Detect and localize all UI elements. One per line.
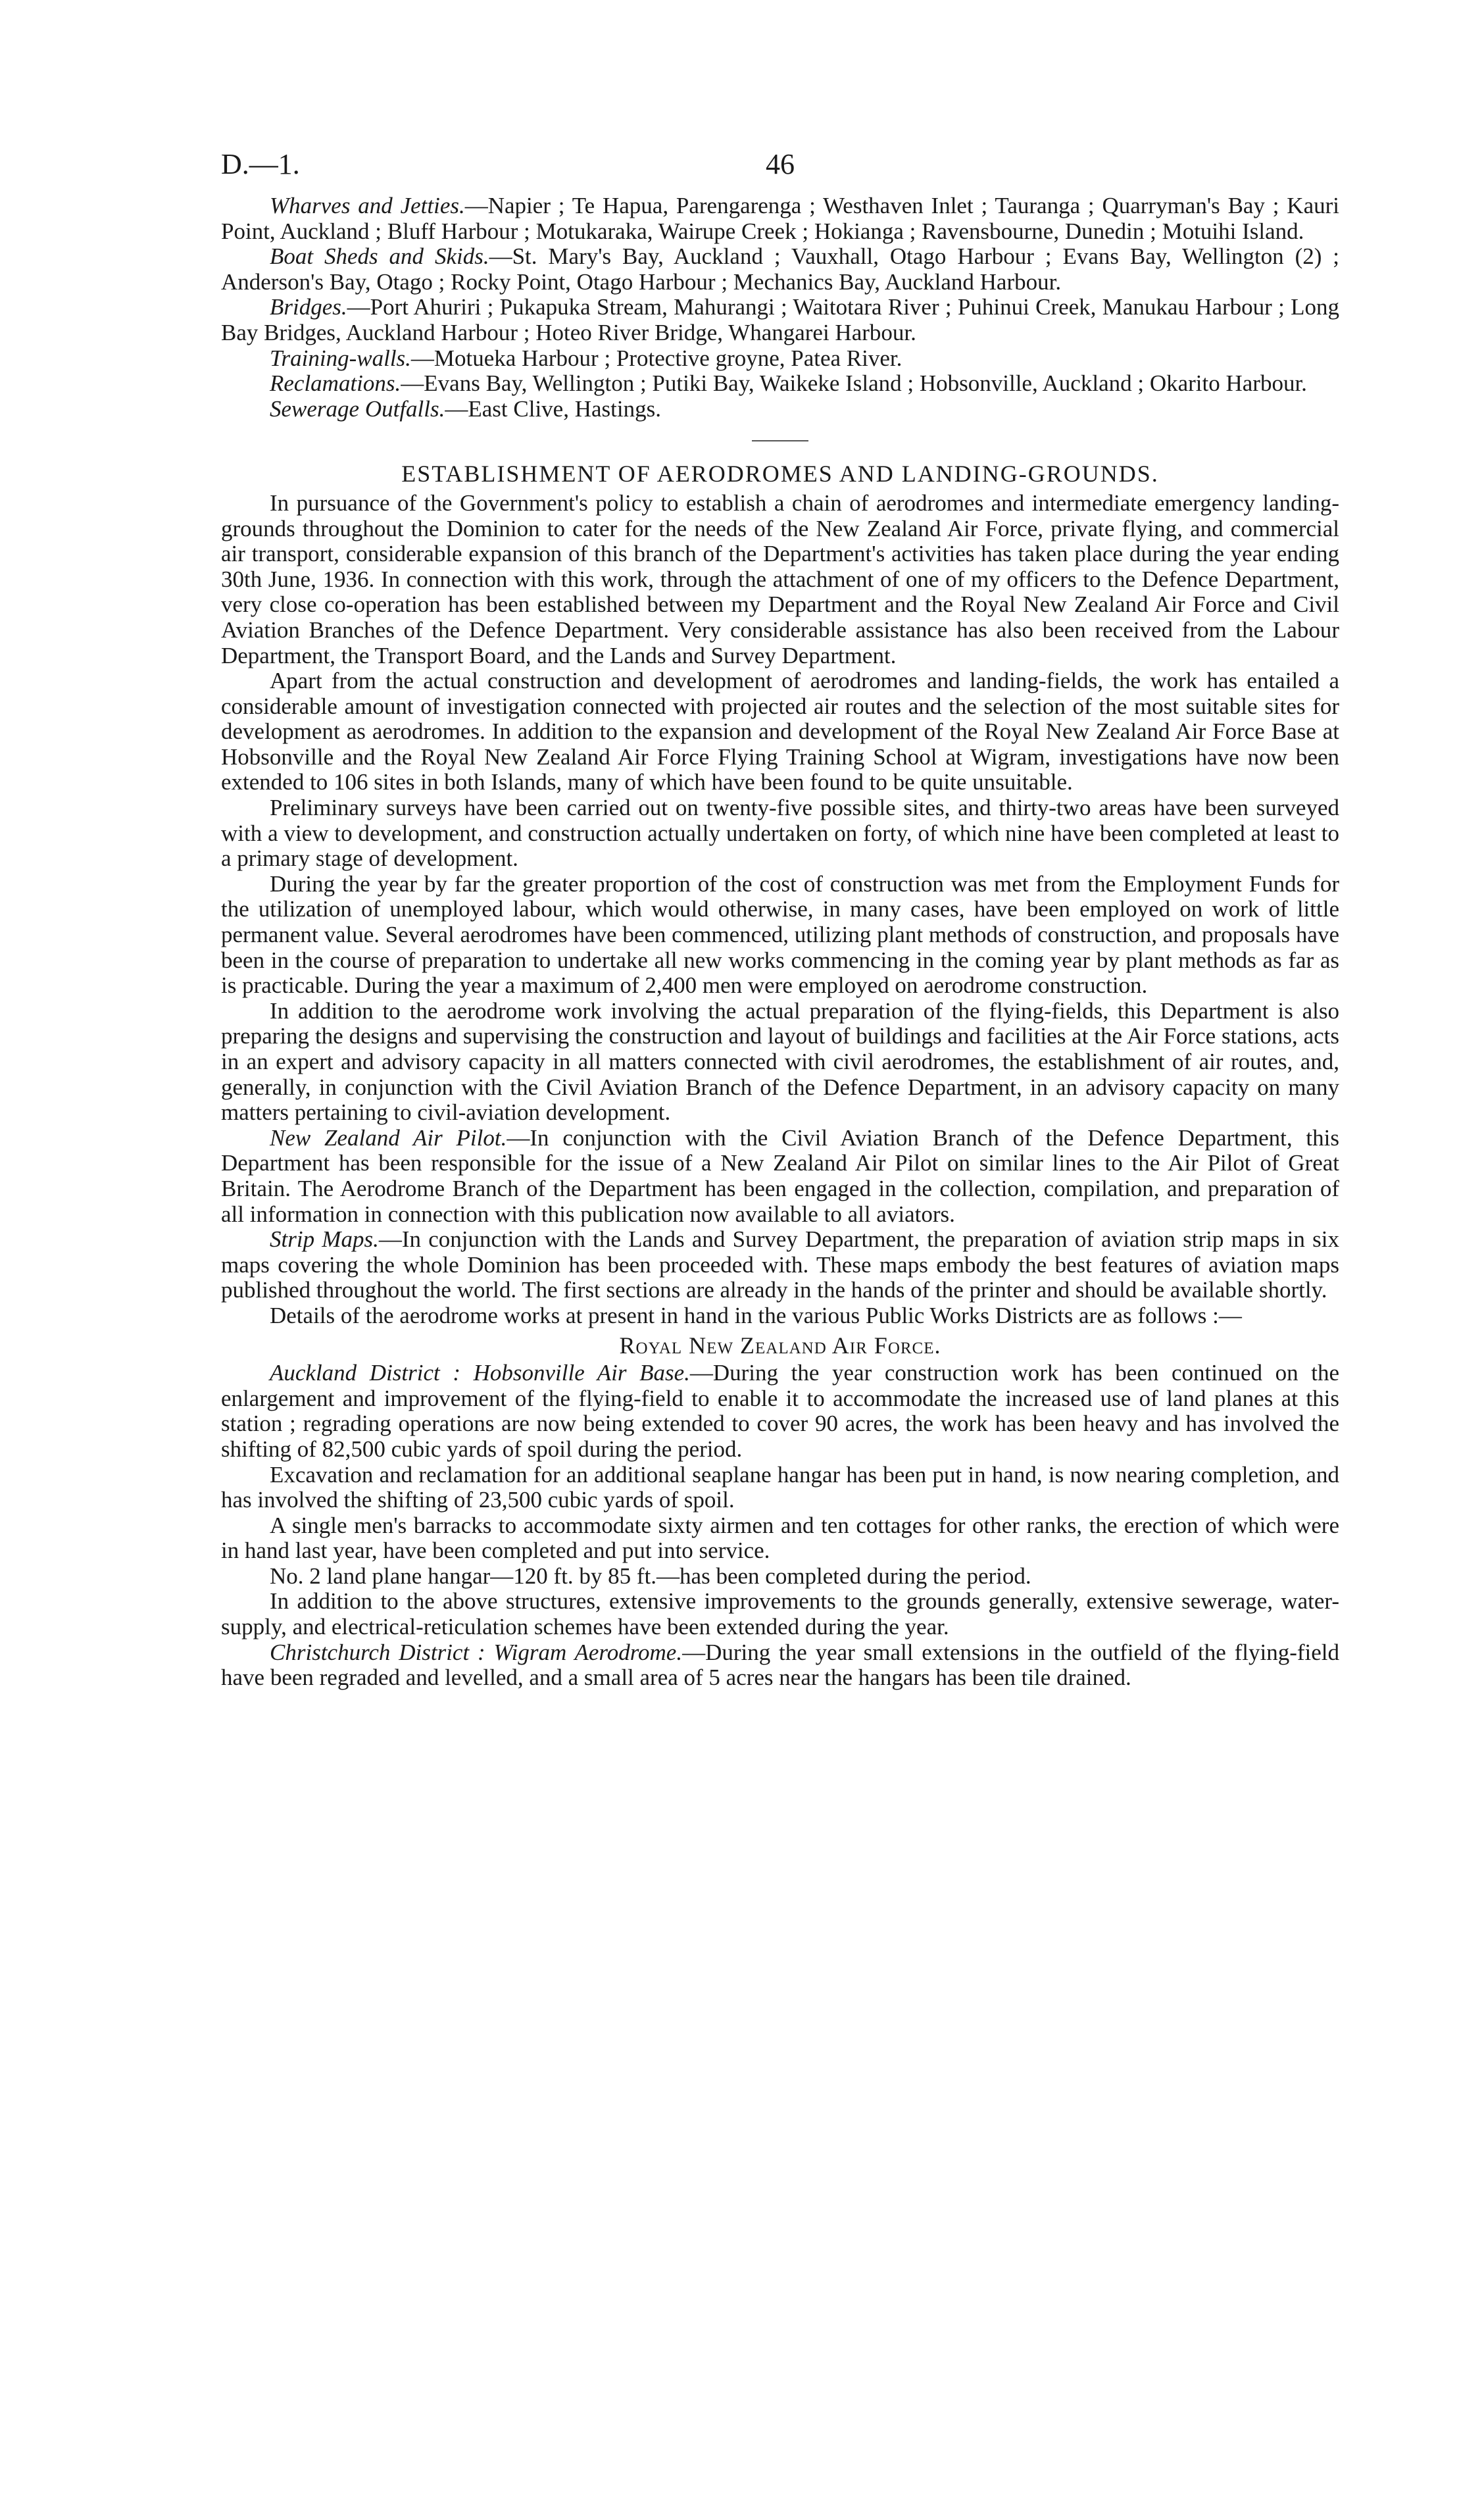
paragraph: In addition to the above structures, extensive improvements to the grounds generally, extensive sewerage, water-supply, and electrical-reticulation schemes have been extended during the year.	[221, 1588, 1339, 1640]
paragraph	[221, 1640, 1339, 1691]
works-item-label: Bridges.	[270, 294, 347, 320]
works-item-text: —Motueka Harbour ; Protective groyne, Patea River.	[410, 345, 903, 371]
paragraph: Apart from the actual construction and development of aerodromes and landing-fields, the work has entailed a considerable amount of investigation connected with projected air routes and the selection of the most suitable sites for development as aerodromes. In addition to the expansion and development of the Royal New Zealand Air Force Base at Hobsonville and the Royal New Zealand Air Force Flying Training School at Wigram, investigations have now been extended to 106 sites in both Islands, many of which have been found to be quite unsuitable.	[221, 668, 1339, 795]
paragraph: Details of the aerodrome works at present in hand in the various Public Works Districts are as follows :—	[270, 1302, 1242, 1328]
paragraph-label: New Zealand Air Pilot.	[270, 1124, 507, 1151]
page-number: 46	[766, 148, 795, 180]
section-divider	[752, 440, 808, 441]
document-page	[221, 145, 1339, 1691]
paragraph	[221, 1126, 1339, 1227]
paragraph-text: —In conjunction with the Civil Aviation Branch of the Defence Department, this Department has been responsible for the issue of a New Zealand Air Pilot on similar lines to the Air Pilot of Great Britain. The Aerodrome Branch of the Department has been engaged in the collection, compilation, and preparation of all information in connection with this publication now available to all aviators.	[221, 1124, 1339, 1227]
works-item-label: Sewerage Outfalls.	[270, 395, 445, 422]
works-item-label: Reclamations.	[270, 370, 401, 397]
works-item	[221, 244, 1339, 295]
works-item	[221, 295, 1339, 345]
works-item	[221, 346, 1339, 372]
document-reference: D.—1.	[221, 148, 300, 180]
works-item-text: —Evans Bay, Wellington ; Putiki Bay, Waikeke Island ; Hobsonville, Auckland ; Okarito Harbour.	[401, 370, 1307, 397]
works-item-text: —East Clive, Hastings.	[445, 395, 661, 422]
works-item	[221, 397, 1339, 422]
section-heading: ESTABLISHMENT OF AERODROMES AND LANDING-GROUNDS.	[401, 461, 1159, 488]
paragraph-label: Auckland District : Hobsonville Air Base.	[270, 1360, 690, 1386]
paragraph: In pursuance of the Government's policy to establish a chain of aerodromes and intermediate emergency landing-grounds throughout the Dominion to cater for the needs of the New Zealand Air Force, private flying, and commercial air transport, considerable expansion of this branch of the Department's activities has taken place during the year ending 30th June, 1936. In connection with this work, through the attachment of one of my officers to the Defence Department, very close co-operation has been established between my Department and the Royal New Zealand Air Force and Civil Aviation Branches of the Defence Department. Very considerable assistance has also been received from the Labour Department, the Transport Board, and the Lands and Survey Department.	[221, 489, 1339, 668]
works-item-label: Boat Sheds and Skids.	[270, 243, 489, 270]
paragraph	[221, 1227, 1339, 1303]
paragraph-label: Christchurch District : Wigram Aerodrome.	[270, 1639, 683, 1665]
works-item	[221, 193, 1339, 244]
paragraph: Preliminary surveys have been carried out on twenty-five possible sites, and thirty-two areas have been surveyed with a view to development, and construction actually undertaken on forty, of which nine have been completed at least to a primary stage of development.	[221, 795, 1339, 872]
paragraph: During the year by far the greater proportion of the cost of construction was met from the Employment Funds for the utilization of unemployed labour, which would otherwise, in many cases, have been employed on work of little permanent value. Several aerodromes have been commenced, utilizing plant methods of construction, and proposals have been in the course of preparation to undertake all new works commencing in the coming year by plant methods as far as is practicable. During the year a maximum of 2,400 men were employed on aerodrome construction.	[221, 870, 1339, 999]
paragraph-text: —During the year small extensions in the outfield of the flying-field have been regraded and levelled, and a small area of 5 acres near the hangars has been tile drained.	[221, 1639, 1339, 1691]
paragraph-label: Strip Maps.	[270, 1226, 379, 1253]
page-header	[221, 145, 1339, 184]
works-item	[221, 371, 1339, 397]
paragraph: No. 2 land plane hangar—120 ft. by 85 ft.—has been completed during the period.	[270, 1563, 1031, 1589]
paragraph	[221, 1361, 1339, 1462]
works-item-label: Training-walls.	[270, 345, 411, 371]
works-item-text: —St. Mary's Bay, Auckland ; Vauxhall, Otago Harbour ; Evans Bay, Wellington (2) ; Anderson's Bay, Otago ; Rocky Point, Otago Harbour ; Mechanics Bay, Auckland Harbour.	[221, 243, 1339, 295]
paragraph-text: —In conjunction with the Lands and Survey Department, the preparation of aviation strip maps in six maps covering the whole Dominion has been proceeded with. These maps embody the best features of aviation maps published throughout the world. The first sections are already in the hands of the printer and should be available shortly.	[221, 1226, 1339, 1303]
subsection-heading: Royal New Zealand Air Force.	[619, 1332, 941, 1359]
paragraph: Excavation and reclamation for an additional seaplane hangar has been put in hand, is now nearing completion, and has involved the shifting of 23,500 cubic yards of spoil.	[221, 1461, 1339, 1513]
works-item-text: —Napier ; Te Hapua, Parengarenga ; Westhaven Inlet ; Tauranga ; Quarryman's Bay ; Kauri Point, Auckland ; Bluff Harbour ; Motukaraka, Wairupe Creek ; Hokianga ; Ravensbourne, Dunedin ; Motuihi Island.	[221, 193, 1339, 244]
paragraph: A single men's barracks to accommodate sixty airmen and ten cottages for other ranks, the erection of which were in hand last year, have been completed and put into service.	[221, 1512, 1339, 1564]
works-item-text: —Port Ahuriri ; Pukapuka Stream, Mahurangi ; Waitotara River ; Puhinui Creek, Manukau Harbour ; Long Bay Bridges, Auckland Harbour ; Hoteo River Bridge, Whangarei Harbour.	[221, 294, 1339, 345]
paragraph: In addition to the aerodrome work involving the actual preparation of the flying-fields, this Department is also preparing the designs and supervising the construction and layout of buildings and facilities at the Air Force stations, acts in an expert and advisory capacity in all matters connected with civil aerodromes, the establishment of air routes, and, generally, in conjunction with the Civil Aviation Branch of the Defence Department, in an advisory capacity on many matters pertaining to civil-aviation development.	[221, 997, 1339, 1126]
paragraph-text: —During the year construction work has been continued on the enlargement and improvement of the flying-field to enable it to accommodate the increased use of land planes at this station ; regrading operations are now being extended to cover 90 acres, the work has been heavy and has involved the shifting of 82,500 cubic yards of spoil during the period.	[221, 1360, 1339, 1462]
works-item-label: Wharves and Jetties.	[270, 193, 465, 218]
